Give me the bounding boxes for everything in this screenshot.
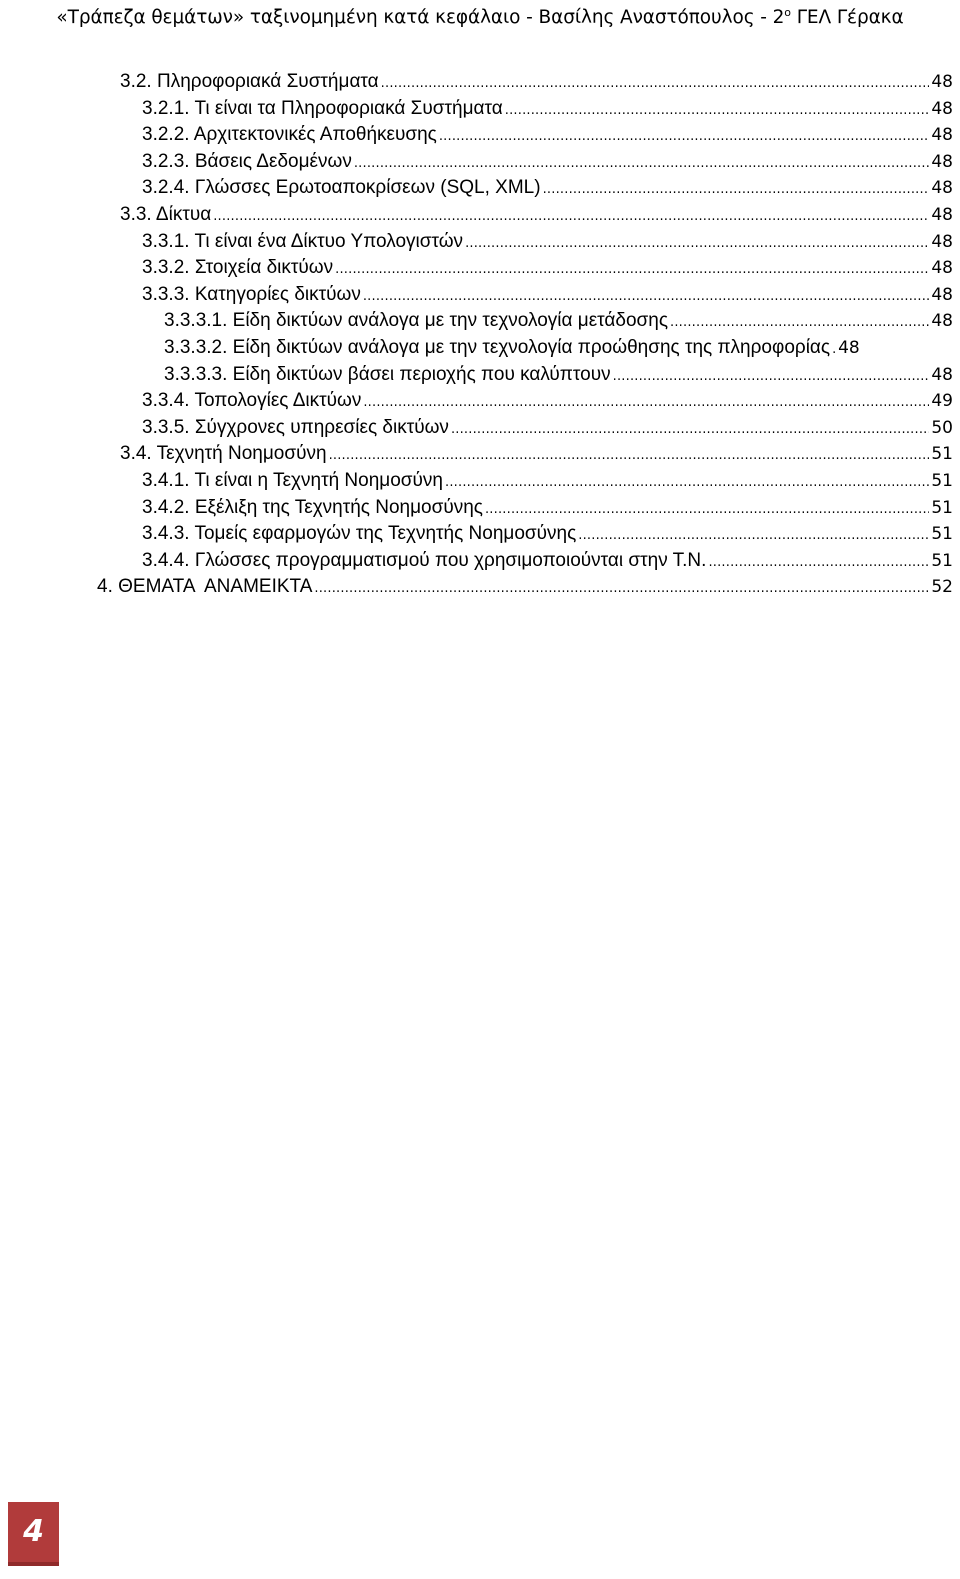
- toc-entry-title: 3.2. Πληροφοριακά Συστήματα: [120, 71, 379, 92]
- toc-entry-title: 3.2.3. Βάσεις Δεδομένων: [142, 150, 352, 172]
- toc-page-number: 48: [931, 204, 953, 225]
- toc-page-number: 48: [931, 231, 953, 252]
- toc-leader: [578, 523, 929, 550]
- toc-entry-title: 4. ΘΕΜΑΤΑ ΑΝΑΜΕΙΚΤΑ: [97, 576, 313, 598]
- toc-page-number: 51: [931, 470, 953, 491]
- toc-page-number: 48: [931, 258, 953, 279]
- toc-entry[interactable]: [0, 122, 960, 149]
- toc-leader: [314, 576, 929, 603]
- toc-entry[interactable]: [0, 441, 960, 468]
- toc-leader: [485, 497, 929, 524]
- toc-entry[interactable]: [0, 255, 960, 282]
- toc-entry[interactable]: [0, 548, 960, 575]
- toc-page-number: 50: [931, 417, 953, 438]
- toc-leader: [445, 470, 929, 497]
- toc-page-number: 48: [931, 72, 953, 92]
- toc-entry[interactable]: [0, 96, 960, 123]
- header-text-end: ΓΕΛ Γέρακα: [790, 7, 904, 29]
- table-of-contents: [0, 69, 960, 601]
- toc-entry-title: 3.2.4. Γλώσσες Ερωτοαποκρίσεων (SQL, XML): [142, 177, 541, 199]
- toc-entry-title: 3.3.3.3. Είδη δικτύων βάσει περιοχής που καλύπτουν: [164, 363, 611, 385]
- toc-entry-title: 3.4.3. Τομείς εφαρμογών της Τεχνητής Νοημοσύνης: [142, 523, 577, 545]
- toc-entry-title: 3.4.1. Τι είναι η Τεχνητή Νοημοσύνη: [142, 469, 443, 491]
- toc-entry-title: 3.3.3.1. Είδη δικτύων ανάλογα με την τεχνολογία μετάδοσης: [164, 310, 668, 332]
- toc-leader: [363, 390, 929, 417]
- toc-leader: [213, 204, 929, 231]
- toc-entry[interactable]: [0, 282, 960, 309]
- toc-entry[interactable]: [0, 202, 960, 229]
- toc-entry-title: 3.3.1. Τι είναι ένα Δίκτυο Υπολογιστών: [142, 230, 464, 252]
- toc-leader: [543, 177, 930, 204]
- toc-entry-title: 3.2.1. Τι είναι τα Πληροφοριακά Συστήματα: [142, 97, 503, 119]
- toc-leader: [708, 550, 929, 577]
- toc-leader: [465, 231, 929, 258]
- toc-entry[interactable]: [0, 574, 960, 601]
- toc-entry-title: 3.3.5. Σύγχρονες υπηρεσίες δικτύων: [142, 416, 449, 438]
- toc-entry[interactable]: [0, 175, 960, 202]
- toc-leader: [613, 364, 930, 391]
- toc-entry[interactable]: [0, 495, 960, 522]
- toc-page-number: 51: [931, 444, 953, 465]
- toc-entry[interactable]: [0, 335, 960, 362]
- toc-entry-title: 3.3.3.2. Είδη δικτύων ανάλογα με την τεχνολογία προώθησης της πληροφορίας: [164, 336, 831, 358]
- toc-leader: [505, 98, 930, 125]
- toc-leader: [335, 257, 929, 284]
- toc-leader: [363, 284, 930, 311]
- toc-page-number: 48: [931, 98, 953, 119]
- toc-page-number: 48: [931, 178, 953, 199]
- toc-page-number: 49: [931, 391, 953, 412]
- header-superscript: ο: [784, 6, 791, 19]
- toc-entry[interactable]: [0, 415, 960, 442]
- toc-page-number: 51: [931, 550, 953, 571]
- toc-entry-title: 3.3.2. Στοιχεία δικτύων: [142, 257, 334, 279]
- toc-page-number: 48: [931, 284, 953, 305]
- toc-page-number: 51: [931, 497, 953, 518]
- toc-entry[interactable]: [0, 69, 960, 96]
- page-number-badge: [8, 1502, 59, 1566]
- toc-leader: [354, 151, 930, 178]
- toc-entry[interactable]: [0, 521, 960, 548]
- toc-page-number: 51: [931, 524, 953, 545]
- toc-leader: [832, 337, 836, 364]
- toc-entry-title: 3.2.2. Αρχιτεκτονικές Αποθήκευσης: [142, 124, 437, 146]
- toc-entry[interactable]: [0, 229, 960, 256]
- toc-leader: [670, 310, 929, 337]
- toc-leader: [329, 443, 930, 470]
- page-number: 4: [23, 1514, 44, 1549]
- toc-entry-title: 3.3.3. Κατηγορίες δικτύων: [142, 283, 361, 305]
- toc-entry-title: 3.4.2. Εξέλιξη της Τεχνητής Νοημοσύνης: [142, 496, 483, 518]
- toc-page-number: 52: [931, 577, 953, 598]
- toc-entry-title: 3.4. Τεχνητή Νοημοσύνη: [120, 443, 327, 465]
- toc-entry[interactable]: [0, 308, 960, 335]
- toc-page-number: 48: [931, 311, 953, 332]
- toc-page-number: 48: [838, 337, 860, 358]
- toc-entry-title: 3.3.4. Τοπολογίες Δικτύων: [142, 390, 362, 412]
- toc-entry[interactable]: [0, 468, 960, 495]
- toc-page-number: 48: [931, 125, 953, 146]
- header-text: «Τράπεζα θεμάτων» ταξινομημένη κατά κεφάλαιο - Βασίλης Αναστόπουλος - 2: [56, 7, 785, 29]
- toc-entry[interactable]: [0, 388, 960, 415]
- toc-entry[interactable]: [0, 362, 960, 389]
- toc-entry-title: 3.3. Δίκτυα: [120, 203, 212, 225]
- toc-leader: [439, 124, 930, 151]
- toc-page-number: 48: [931, 151, 953, 172]
- toc-entry-title: 3.4.4. Γλώσσες προγραμματισμού που χρησιμοποιούνται στην Τ.Ν.: [142, 549, 707, 571]
- toc-page-number: 48: [931, 364, 953, 385]
- page-header: [0, 0, 960, 29]
- toc-leader: [451, 417, 929, 444]
- toc-leader: [381, 71, 930, 98]
- toc-entry[interactable]: [0, 149, 960, 176]
